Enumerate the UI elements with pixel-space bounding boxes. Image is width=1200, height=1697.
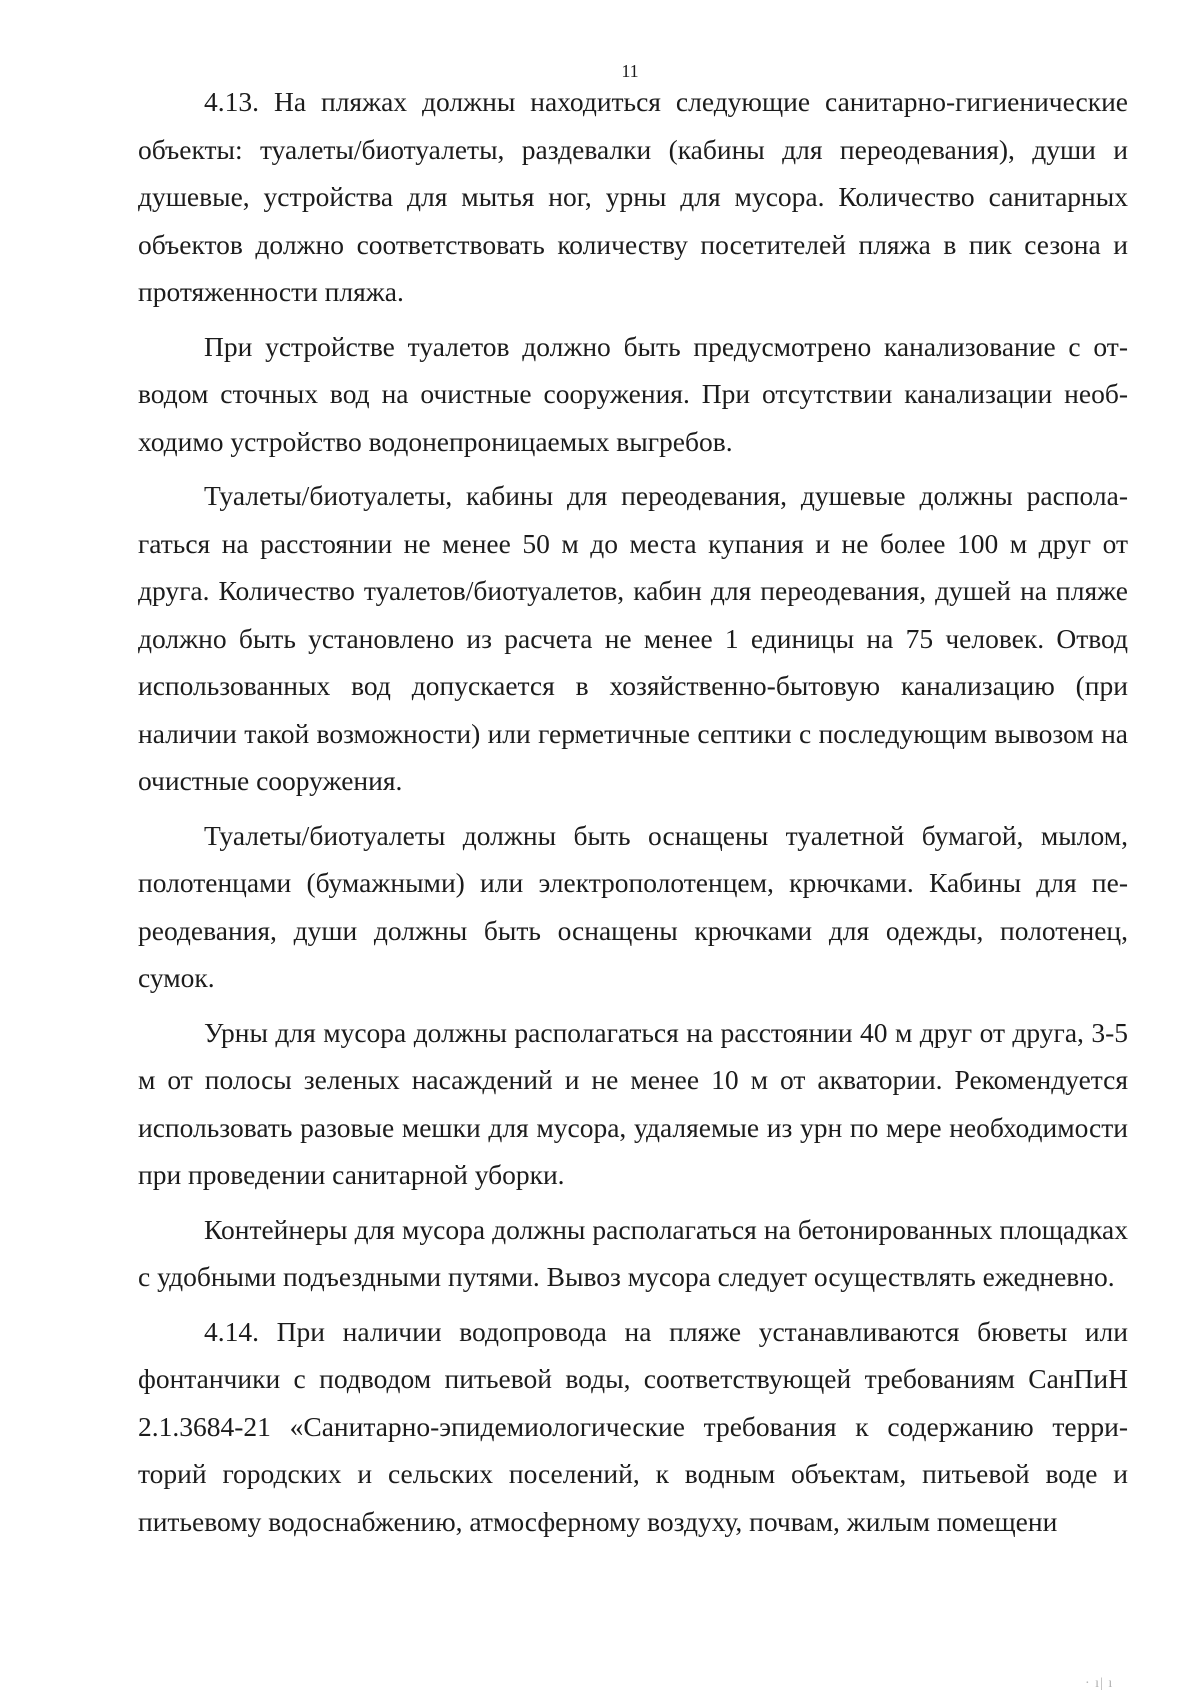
page-number: 11 <box>621 61 639 81</box>
paragraph-toilet-distance: Туалеты/биотуалеты, кабины для переодевания, душевые должны располагаться на расстоянии не менее 50 м до места купания и не более 100 м друг от друга. Количество туалетов/биотуалетов, кабин для переодевания, душей на пляже должно быть установлено из расчета не менее 1 единицы на 75 человек. Отвод использованных вод допускается в хозяйственно-бытовую канализацию (при наличии такой возможности) или герметичные септики с последующим вывозом на очистные сооружения. <box>138 480 1128 796</box>
scan-artifact-mark: · ı| ı <box>1085 1676 1114 1691</box>
paragraph-waste-bins: Урны для мусора должны располагаться на расстоянии 40 м друг от друга, 3-5 м от полосы зеленых насаждений и не менее 10 м от акватории. Рекомендуется использовать разовые мешки для мусора, удаляемые из урн по мере необходимости при проведении санитарной уборки. <box>138 1016 1128 1190</box>
paragraph-containers: Контейнеры для мусора должны располагаться на бетонированных площадках с удобными подъездными путями. Вывоз мусора следует осуществлять ежедневно. <box>138 1213 1128 1292</box>
document-body <box>138 78 1128 1552</box>
paragraph-toilet-sewerage: При устройстве туалетов должно быть предусмотрено канализование с отводом сточных вод на очистные сооружения. При отсутствии канализации необходимо устройство водонепроницаемых выгребов. <box>138 330 1128 457</box>
paragraph-toilet-equipment: Туалеты/биотуалеты должны быть оснащены туалетной бумагой, мылом, полотенцами (бумажными) или электрополотенцем, крючками. Кабины для переодевания, души должны быть оснащены крючками для одежды, полотенец, сумок. <box>138 819 1128 993</box>
paragraph-4-14: 4.14. При наличии водопровода на пляже устанавливаются бюветы или фонтанчики с подводом питьевой воды, соответствующей требованиям СанПиН 2.1.3684-21 «Санитарно-эпидемиологические требования к содержанию территорий городских и сельских поселений, к водным объектам, питьевой воде и питьевому водоснабжению, атмосферному воздуху, почвам, жилым помещени <box>138 1315 1128 1537</box>
paragraph-4-13: 4.13. На пляжах должны находиться следующие санитарно-гигиенические объекты: туалеты/биотуалеты, раздевалки (кабины для переодевания), души и душевые, устройства для мытья ног, урны для мусора. Количество санитарных объектов должно соответствовать количеству посетителей пляжа в пик сезона и протяженности пляжа. <box>138 86 1128 307</box>
